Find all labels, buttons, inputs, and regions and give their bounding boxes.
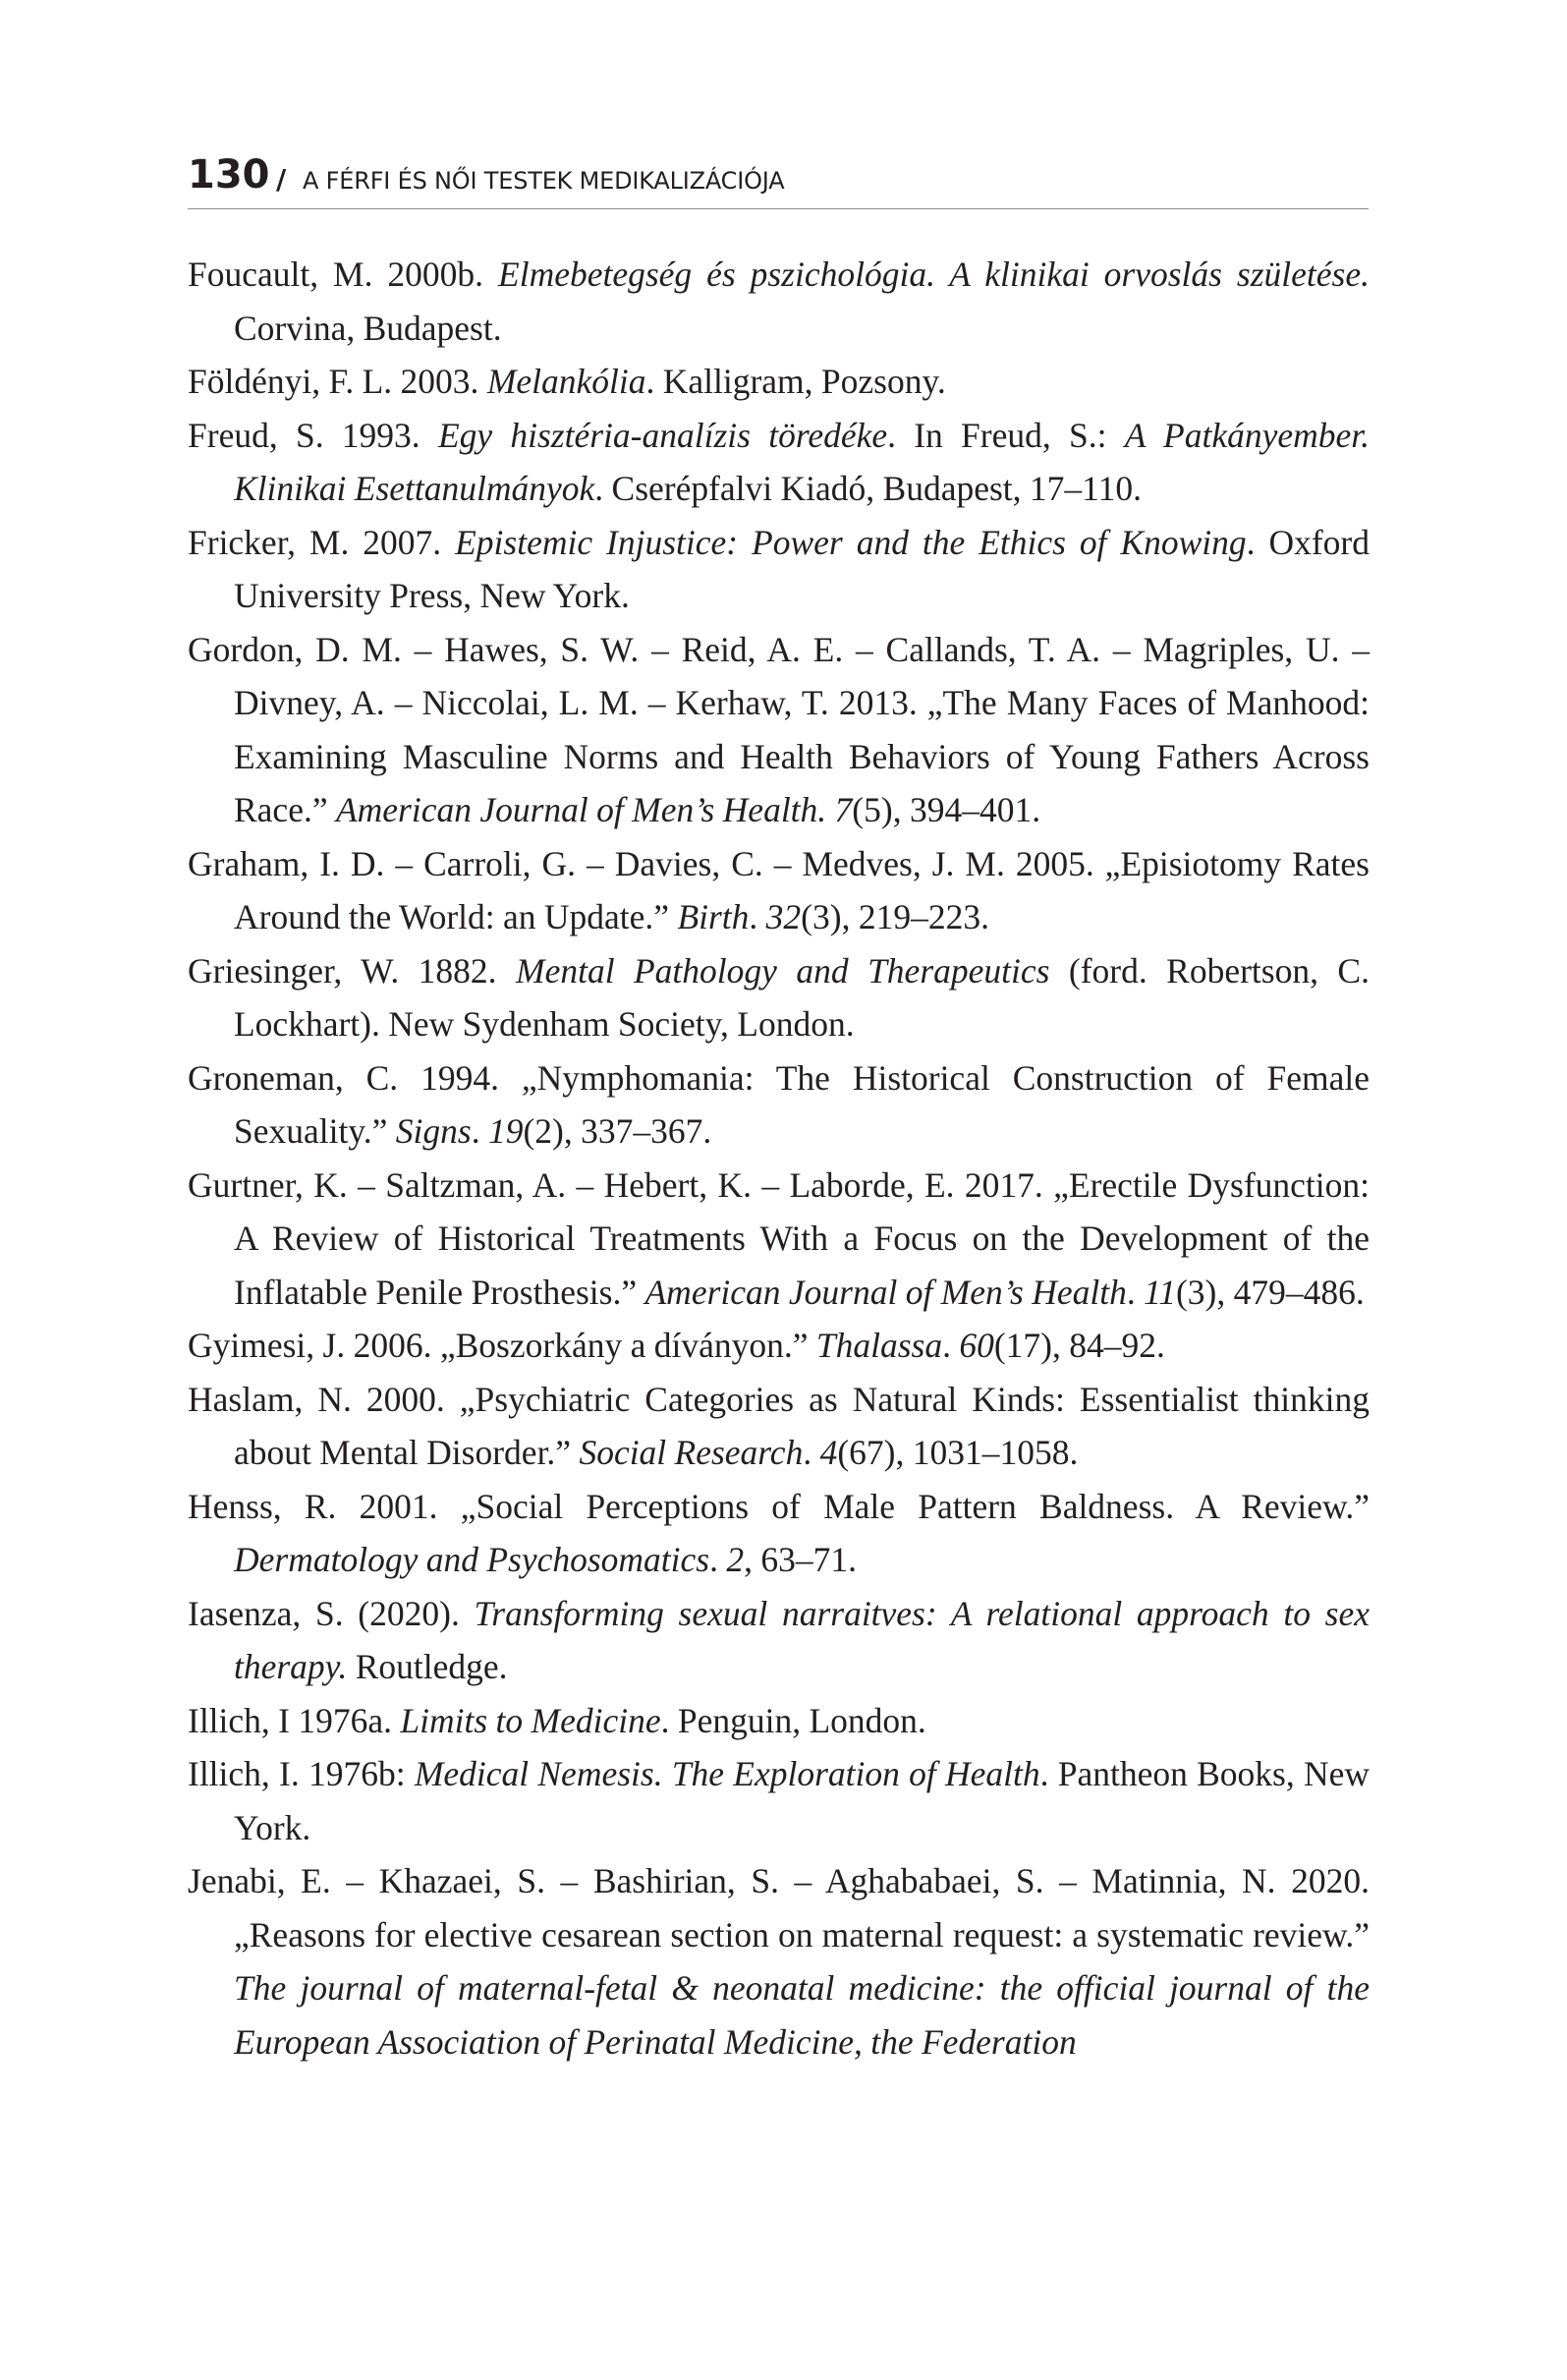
- reference-entry: [188, 1373, 1370, 1480]
- reference-text: .: [1126, 1272, 1145, 1312]
- running-title: A FÉRFI ÉS NŐI TESTEK MEDIKALIZÁCIÓJA: [303, 167, 785, 195]
- reference-italic-text: American Journal of Men’s Health: [644, 1272, 1127, 1312]
- reference-text: (67), 1031–1058.: [837, 1433, 1079, 1472]
- reference-entry: [188, 623, 1370, 837]
- reference-text: (5), 394–401.: [852, 790, 1041, 829]
- reference-entry: [188, 1694, 1370, 1748]
- reference-text: .: [803, 1433, 820, 1472]
- reference-text: Griesinger, W. 1882.: [188, 950, 516, 991]
- reference-italic-text: Birth: [677, 897, 750, 936]
- reference-text: .: [471, 1111, 488, 1151]
- reference-text: .: [942, 1326, 960, 1365]
- reference-text: , 63–71.: [744, 1540, 857, 1579]
- reference-italic-text: Epistemic Injustice: Power and the Ethics of Knowing: [455, 522, 1247, 562]
- reference-text: Groneman, C. 1994. „Nymphomania: The Historical Construction of Female Sexuality.”: [188, 1057, 1370, 1151]
- reference-text: Freud, S. 1993.: [188, 415, 438, 455]
- reference-entry: [188, 1854, 1370, 2068]
- header-separator: /: [276, 163, 287, 196]
- reference-italic-text: Elmebetegség és pszichológia. A klinikai orvoslás születése.: [498, 255, 1370, 294]
- reference-italic-text: 2: [726, 1540, 745, 1579]
- reference-text: Fricker, M. 2007.: [188, 522, 456, 562]
- reference-text: Routledge.: [347, 1647, 508, 1686]
- reference-entry: [188, 1480, 1370, 1587]
- reference-entry: [188, 837, 1370, 944]
- reference-entry: [188, 1319, 1370, 1373]
- reference-italic-text: Thalassa: [815, 1326, 943, 1365]
- reference-text: . Kalligram, Pozsony.: [645, 362, 946, 401]
- reference-text: Iasenza, S. (2020).: [188, 1593, 475, 1633]
- reference-text: Corvina, Budapest.: [234, 308, 502, 348]
- reference-text: Henss, R. 2001. „Social Perceptions of Male Pattern Baldness. A Review.”: [188, 1486, 1370, 1526]
- reference-entry: [188, 516, 1370, 623]
- reference-text: Gordon, D. M. – Hawes, S. W. – Reid, A. E. – Callands, T. A. – Magriples, U. – Divney, A. – Niccolai, L. M. – Kerhaw, T. 2013. „The Many Faces of Manhood: Examining Masculine Norms and Health Behaviors of Young Fathers Across Race.”: [188, 629, 1370, 829]
- reference-text: . Penguin, London.: [660, 1700, 926, 1740]
- reference-italic-text: 19: [487, 1111, 524, 1151]
- reference-text: Földényi, F. L. 2003.: [188, 362, 487, 401]
- reference-italic-text: Limits to Medicine: [400, 1700, 661, 1740]
- reference-entry: [188, 1587, 1370, 1694]
- reference-text: .: [709, 1540, 727, 1579]
- reference-entry: [188, 1051, 1370, 1159]
- reference-italic-text: 11: [1144, 1272, 1176, 1312]
- reference-text: Haslam, N. 2000. „Psychiatric Categories as Natural Kinds: Essentialist thinking about Mental Disorder.”: [188, 1379, 1370, 1472]
- reference-italic-text: Mental Pathology and Therapeutics: [516, 950, 1050, 991]
- reference-italic-text: 4: [819, 1433, 838, 1472]
- reference-text: Illich, I 1976a.: [188, 1700, 401, 1740]
- reference-italic-text: Signs: [395, 1111, 472, 1151]
- reference-text: (17), 84–92.: [993, 1326, 1165, 1365]
- reference-text: Graham, I. D. – Carroli, G. – Davies, C. – Medves, J. M. 2005. „Episiotomy Rates Around the World: an Update.”: [188, 843, 1370, 936]
- reference-italic-text: A Patkányember. Klinikai Esettanulmányok: [234, 415, 1370, 508]
- reference-text: .: [749, 897, 766, 936]
- reference-italic-text: 32: [765, 897, 802, 936]
- reference-text: Gurtner, K. – Saltzman, A. – Hebert, K. – Laborde, E. 2017. „Erectile Dysfunction: A Review of Historical Treatments With a Focus on the Development of the Inflatable Penile Prosthesis.”: [188, 1164, 1370, 1312]
- reference-text: Foucault, M. 2000b.: [188, 255, 499, 294]
- reference-italic-text: The journal of maternal-fetal & neonatal medicine: the official journal of the European Association of Perinatal Medicine, the Federation: [234, 1968, 1370, 2062]
- reference-italic-text: Dermatology and Psychosomatics: [234, 1540, 710, 1579]
- reference-text: Illich, I. 1976b:: [188, 1754, 415, 1793]
- reference-text: . Pantheon Books, New York.: [234, 1754, 1370, 1847]
- reference-italic-text: 60: [959, 1326, 994, 1365]
- reference-text: . In Freud, S.:: [887, 415, 1125, 455]
- reference-text: Gyimesi, J. 2006. „Boszorkány a díványon.”: [188, 1326, 816, 1365]
- reference-text: (2), 337–367.: [523, 1111, 712, 1151]
- reference-text: (3), 479–486.: [1175, 1272, 1365, 1312]
- page-header: [188, 153, 1369, 209]
- reference-italic-text: Transforming sexual narraitves: A relational approach to sex therapy.: [234, 1593, 1370, 1686]
- page-number: 130: [188, 152, 270, 198]
- reference-text: (3), 219–223.: [801, 897, 989, 936]
- reference-entry: [188, 1159, 1370, 1320]
- reference-italic-text: Melankólia: [486, 362, 646, 401]
- reference-italic-text: American Journal of Men’s Health. 7: [335, 790, 853, 829]
- reference-italic-text: Egy hisztéria-analízis töredéke: [437, 415, 888, 455]
- reference-text: (ford. Robertson, C. Lockhart). New Sydenham Society, London.: [234, 950, 1370, 1044]
- reference-text: . Cserépfalvi Kiadó, Budapest, 17–110.: [594, 469, 1142, 508]
- reference-entry: [188, 248, 1370, 355]
- reference-text: . Oxford University Press, New York.: [234, 522, 1371, 615]
- reference-text: Jenabi, E. – Khazaei, S. – Bashirian, S. – Aghababaei, S. – Matinnia, N. 2020. „Reasons for elective cesarean section on maternal request: a systematic review.”: [188, 1861, 1370, 1955]
- reference-entry: [188, 944, 1370, 1051]
- reference-entry: [188, 409, 1370, 516]
- reference-entry: [188, 355, 1370, 409]
- reference-italic-text: Medical Nemesis. The Exploration of Health: [414, 1754, 1040, 1793]
- reference-list: [188, 248, 1370, 2068]
- reference-entry: [188, 1747, 1370, 1854]
- reference-italic-text: Social Research: [579, 1433, 804, 1472]
